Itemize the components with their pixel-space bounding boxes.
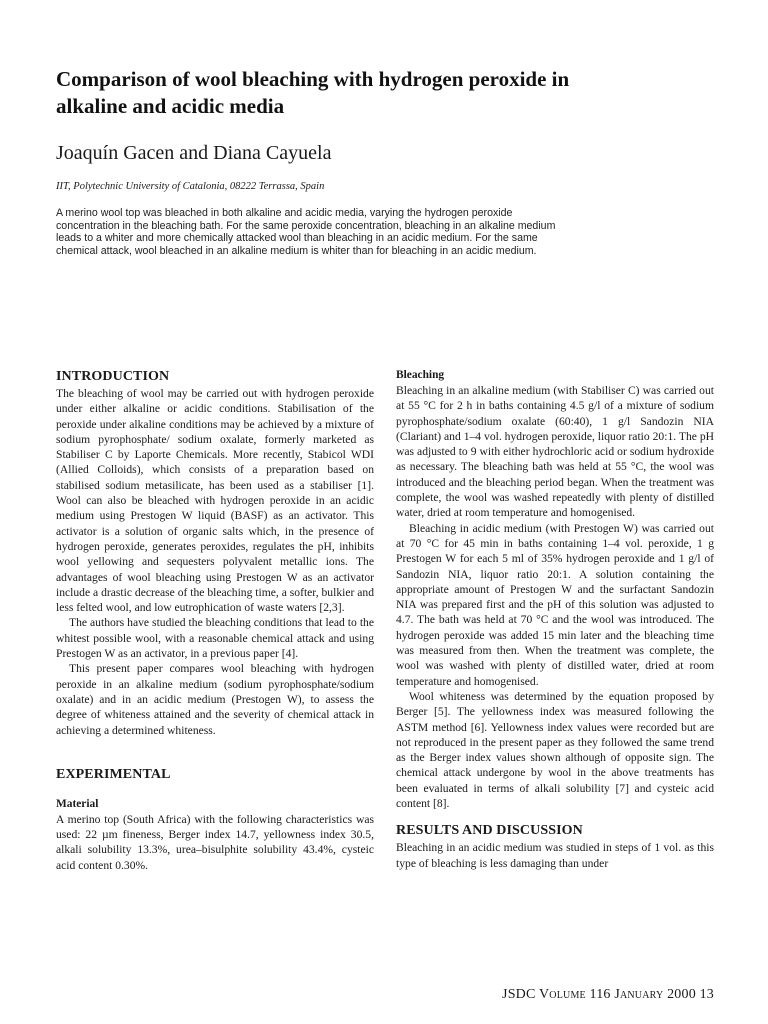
experimental-heading: EXPERIMENTAL — [56, 766, 171, 782]
bleaching-paragraph-3: Wool whiteness was determined by the equation proposed by Berger [5]. The yellowness index was measured following the ASTM method [6]. Yellowness index values were recorded but are not reproduced in the present paper as they followed the same trend as the Berger index values shown although of opposite sign. The chemical attack undergone by wool in the above treatments has been evaluated in terms of alkali solubility [7] and cysteic acid content [8]. — [396, 689, 714, 811]
page-footer: JSDC Volume 116 January 2000 13 — [502, 987, 714, 1002]
right-column — [396, 368, 714, 871]
abstract: A merino wool top was bleached in both alkaline and acidic media, varying the hydrogen peroxide concentration in the bleaching bath. For the same peroxide concentration, bleaching in an alkaline medium leads to a whiter and more chemically attacked wool than bleaching in an acidic medium. For the same chemical attack, wool bleached in an alkaline medium is whiter than for bleaching in an acidic medium. — [56, 207, 556, 257]
bleaching-heading: Bleaching — [396, 369, 445, 381]
bleaching-paragraph-1: Bleaching in an alkaline medium (with Stabiliser C) was carried out at 55 °C for 2 h in baths containing 4.5 g/l of a mixture of sodium pyrophosphate/sodium oxalate (60:40), 1 g/l Sandozin NIA (Clariant) and 1–4 vol. hydrogen peroxide, liquor ratio 20:1. The pH was adjusted to 9 with either hydrochloric acid or sodium hydroxide as necessary. The bleaching bath was held at 55 °C, the wool was introduced and the bleaching period began. When the treatment was complete, the wool was washed repeatedly with plenty of distilled water, dried at room temperature and homogenised. — [396, 384, 714, 520]
authors: Joaquín Gacen and Diana Cayuela — [56, 142, 332, 164]
material-paragraph: A merino top (South Africa) with the following characteristics was used: 22 µm fineness, Berger index 14.7, yellowness index 30.5, alkali solubility 13.3%, urea–bisulphite solubility 43.4%, cysteic acid content 0.30%. — [56, 812, 374, 872]
results-paragraph: Bleaching in an acidic medium was studied in steps of 1 vol. as this type of bleaching is less damaging than under — [396, 841, 714, 870]
results-heading: RESULTS AND DISCUSSION — [396, 823, 583, 839]
intro-paragraph-2: The authors have studied the bleaching conditions that lead to the whitest possible wool, with a reasonable chemical attack and using Prestogen W as an activator, in a previous paper [4]. — [56, 616, 374, 661]
intro-paragraph-1: The bleaching of wool may be carried out with hydrogen peroxide under either alkaline or acidic conditions. Stabilisation of the peroxide under alkaline conditions may be achieved by a mixture of sodium pyrophosphate/ sodium oxalate, formerly marketed as Stabiliser C by Laporte Chemicals. More recently, Stabicol WDI (Allied Colloids), which consists of a preparation based on stabilised sodium metasilicate, has been used as a stabiliser [1]. Wool can also be bleached with hydrogen peroxide in an acidic medium using Prestogen W liquid (BASF) as an activator. This activator is a solution of organic salts which, in the presence of hydrogen peroxide, generates peroxides, regulates the pH, inhibits wool yellowing and sequesters polyvalent metallic ions. The advantages of wool bleaching using Prestogen W as an activator include a drastic decrease of the bleaching time, a softer, bulkier and less felted wool, and low eutrophication of waste waters [2,3]. — [56, 387, 374, 615]
affiliation: IIT, Polytechnic University of Catalonia, 08222 Terrassa, Spain — [56, 181, 325, 192]
bleaching-paragraph-2: Bleaching in acidic medium (with Prestogen W) was carried out at 70 °C for 45 min in baths containing 1–4 vol. peroxide, 1 g Prestogen W for each 5 ml of 35% hydrogen peroxide and 1 g/l of Sandozin NIA, liquor ratio 20:1. A solution containing the appropriate amount of Prestogen W and the surfactant Sandozin NIA was prepared first and the pH of this solution was adjusted to 4.7. The bath was held at 70 °C and the wool was introduced. The hydrogen peroxide was added 15 min later and the bleaching time was measured from then. When the treatment was complete, the wool was washed with plenty of distilled water, dried at room temperature and homogenised. — [396, 521, 714, 688]
introduction-heading: INTRODUCTION — [56, 369, 170, 384]
material-heading: Material — [56, 797, 99, 810]
intro-paragraph-3: This present paper compares wool bleaching with hydrogen peroxide in an alkaline medium (sodium pyrophosphate/sodium oxalate) and in an acidic medium (Prestogen W), to assess the degree of whiteness attained and the severity of chemical attack in achieving a determined whiteness. — [56, 662, 374, 737]
left-column — [56, 368, 374, 873]
paper-title: Comparison of wool bleaching with hydrogen peroxide in alkaline and acidic media — [56, 67, 570, 118]
